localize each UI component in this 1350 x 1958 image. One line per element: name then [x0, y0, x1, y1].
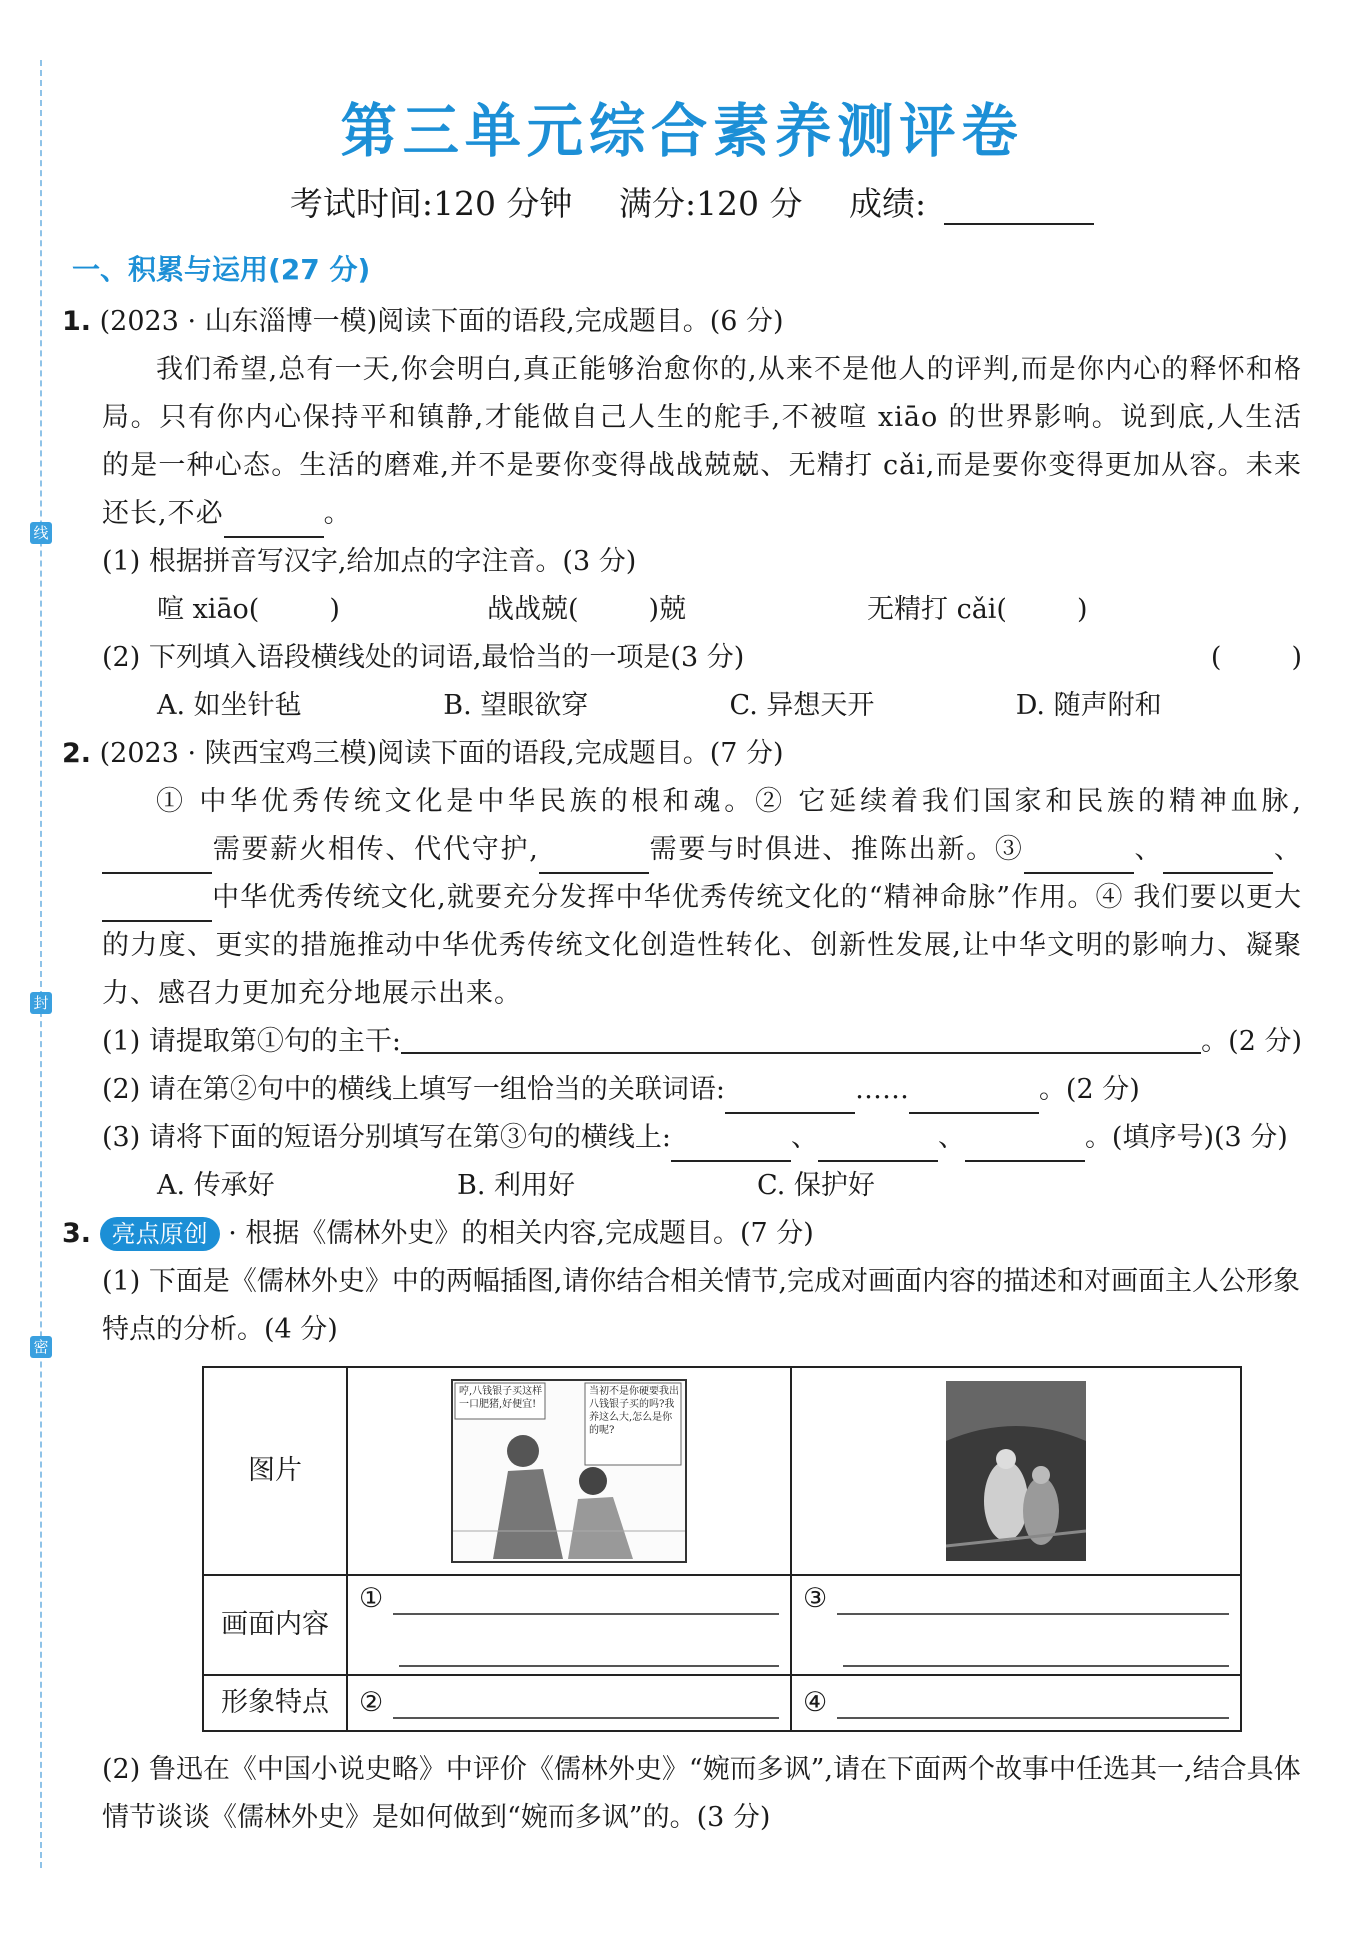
option-d[interactable]: D. 随声附和	[1015, 690, 1162, 721]
speech-bubble-right: 当初不是你硬要我出八钱银子买的吗?我养这么大,怎么是你的呢?	[589, 1386, 679, 1436]
fill-blank[interactable]	[224, 502, 324, 538]
blank-marker-3: ③	[803, 1583, 828, 1614]
sub-question: (1) 根据拼音写汉字,给加点的字注音。(3 分)	[102, 546, 637, 577]
section-heading: 一、积累与运用(27 分)	[72, 253, 371, 286]
question-number: 1.	[62, 306, 92, 337]
answer-blank[interactable]	[909, 1078, 1039, 1114]
reading-passage	[62, 778, 1302, 1018]
pinyin-item: 喧 xiāo(	[157, 594, 260, 625]
answer-line[interactable]	[837, 1687, 1229, 1719]
answer-line[interactable]	[837, 1583, 1229, 1615]
answer-blank[interactable]	[965, 1126, 1085, 1162]
answer-line[interactable]	[399, 1621, 779, 1667]
original-badge: 亮点原创	[100, 1217, 220, 1251]
fill-blank[interactable]	[539, 838, 649, 874]
speech-bubble-left: 哼,八钱银子买这样一口肥猪,好便宜!	[459, 1386, 543, 1410]
answer-blank[interactable]	[401, 1018, 1201, 1054]
sub-question: (1) 下面是《儒林外史》中的两幅插图,请你结合相关情节,完成对画面内容的描述和对画面主人公形象特点的分析。(4 分)	[102, 1266, 1300, 1345]
question-number: 3.	[62, 1218, 92, 1249]
answer-blank[interactable]	[725, 1078, 855, 1114]
sub-question: (2) 下列填入语段横线处的词语,最恰当的一项是(3 分)	[102, 642, 745, 673]
options	[62, 682, 1302, 730]
sub-question: (2) 请在第②句中的横线上填写一组恰当的关联词语:	[102, 1074, 725, 1105]
dark-illustration	[946, 1381, 1086, 1561]
option-a[interactable]: A. 如坐针毡	[157, 690, 302, 721]
answer-paren-close: )	[1291, 642, 1302, 673]
score-note: 。(2 分)	[1038, 1074, 1140, 1105]
passage-text: 、	[1133, 834, 1164, 865]
blank-marker-2: ②	[359, 1687, 384, 1718]
passage-text: 需要薪火相传、代代守护,	[212, 834, 539, 865]
score-note: 。(填序号)(3 分)	[1084, 1122, 1288, 1153]
binding-char-mi: 密	[30, 1336, 52, 1358]
separator: 、	[937, 1122, 965, 1153]
score-blank[interactable]	[944, 193, 1094, 225]
answer-line[interactable]	[843, 1621, 1229, 1667]
separator: 、	[790, 1122, 818, 1153]
sub-question: (1) 请提取第①句的主干:	[102, 1026, 401, 1057]
score-note: 。(2 分)	[1201, 1026, 1302, 1057]
binding-line	[40, 60, 42, 1868]
question-head: (2023 · 陕西宝鸡三模)阅读下面的语段,完成题目。(7 分)	[99, 738, 784, 769]
options	[62, 1162, 1302, 1210]
option-b[interactable]: B. 利用好	[457, 1170, 576, 1201]
passage-text: ① 中华优秀传统文化是中华民族的根和魂。② 它延续着我们国家和民族的精神血脉,	[156, 786, 1302, 817]
page-title: 第三单元综合素养测评卷	[340, 97, 1024, 165]
blank-marker-1: ①	[359, 1583, 384, 1614]
exam-page	[62, 0, 1302, 1842]
cartoon-illustration	[451, 1379, 687, 1563]
paren-close: )	[329, 594, 340, 625]
question-2	[62, 730, 1302, 1210]
answer-blank[interactable]	[818, 1126, 938, 1162]
row-label-picture: 图片	[203, 1367, 347, 1575]
answer-paren-open: (	[1210, 642, 1222, 673]
question-number: 2.	[62, 738, 92, 769]
pinyin-item: 无精打 cǎi(	[867, 594, 1007, 625]
passage-text: 。	[323, 498, 352, 529]
option-c[interactable]: C. 异想天开	[729, 690, 875, 721]
passage-text: 中华优秀传统文化,就要充分发挥中华优秀传统文化的“精神命脉”作用。④ 我们要以更大的力度、更实的措施推动中华优秀传统文化创造性转化、创新性发展,让中华文明的影响力、凝聚力、感召力更加充分地展示出来。	[102, 882, 1302, 1009]
option-c[interactable]: C. 保护好	[757, 1170, 875, 1201]
exam-full-score: 满分:120 分	[618, 184, 803, 223]
fill-blank[interactable]	[1163, 838, 1273, 874]
reading-passage	[62, 346, 1302, 538]
sub-question: (2) 鲁迅在《中国小说史略》中评价《儒林外史》“婉而多讽”,请在下面两个故事中任选其一,结合具体情节谈谈《儒林外史》是如何做到“婉而多讽”的。(3 分)	[102, 1754, 1301, 1833]
ellipsis: ……	[854, 1074, 909, 1105]
paren-close: )	[1076, 594, 1088, 625]
fill-blank[interactable]	[102, 838, 212, 874]
pinyin-item: 战战兢(	[487, 594, 579, 625]
question-3	[62, 1210, 1302, 1842]
blank-marker-4: ④	[803, 1687, 828, 1718]
answer-line[interactable]	[393, 1583, 779, 1615]
exam-score-label: 成绩:	[849, 184, 927, 223]
passage-text: 需要与时俱进、推陈出新。③	[648, 834, 1024, 865]
option-b[interactable]: B. 望眼欲穿	[443, 690, 589, 721]
passage-text: 、	[1273, 834, 1303, 865]
passage-text: 兢、无精打 cǎi,而是要你变得更加从容。未来还长,不必	[102, 450, 1302, 529]
binding-char-feng: 封	[30, 992, 52, 1014]
question-1	[62, 298, 1302, 730]
question-head: · 根据《儒林外史》的相关内容,完成题目。(7 分)	[228, 1218, 814, 1249]
sub-question: (3) 请将下面的短语分别填写在第③句的横线上:	[102, 1122, 671, 1153]
pinyin-items	[62, 586, 1302, 634]
answer-line[interactable]	[393, 1687, 779, 1719]
row-label-content: 画面内容	[203, 1575, 347, 1675]
exam-meta	[62, 178, 1302, 228]
illustration-table	[202, 1366, 1242, 1732]
dotted-char: 兢	[703, 450, 733, 481]
exam-time: 考试时间:120 分钟	[289, 184, 573, 223]
answer-blank[interactable]	[671, 1126, 791, 1162]
fill-blank[interactable]	[1024, 838, 1134, 874]
passage-text: 我们希望,总有一天,你会明白,真正能够治愈你的,从来不是他人的评判,而是你内心的释怀和格局。只有你内心保持平和镇静,才能做自己人生的舵手,不被喧 xiāo 的世界影响。说到底,人生活的是一种心态。生活的磨难,并不是要你变得战战	[102, 354, 1302, 481]
question-head: (2023 · 山东淄博一模)阅读下面的语段,完成题目。(6 分)	[99, 306, 784, 337]
fill-blank[interactable]	[102, 886, 212, 922]
option-a[interactable]: A. 传承好	[157, 1170, 275, 1201]
binding-char-xian: 线	[30, 522, 52, 544]
scene-drawing	[946, 1381, 1086, 1561]
row-label-traits: 形象特点	[203, 1675, 347, 1731]
paren-close: )兢	[648, 594, 687, 625]
